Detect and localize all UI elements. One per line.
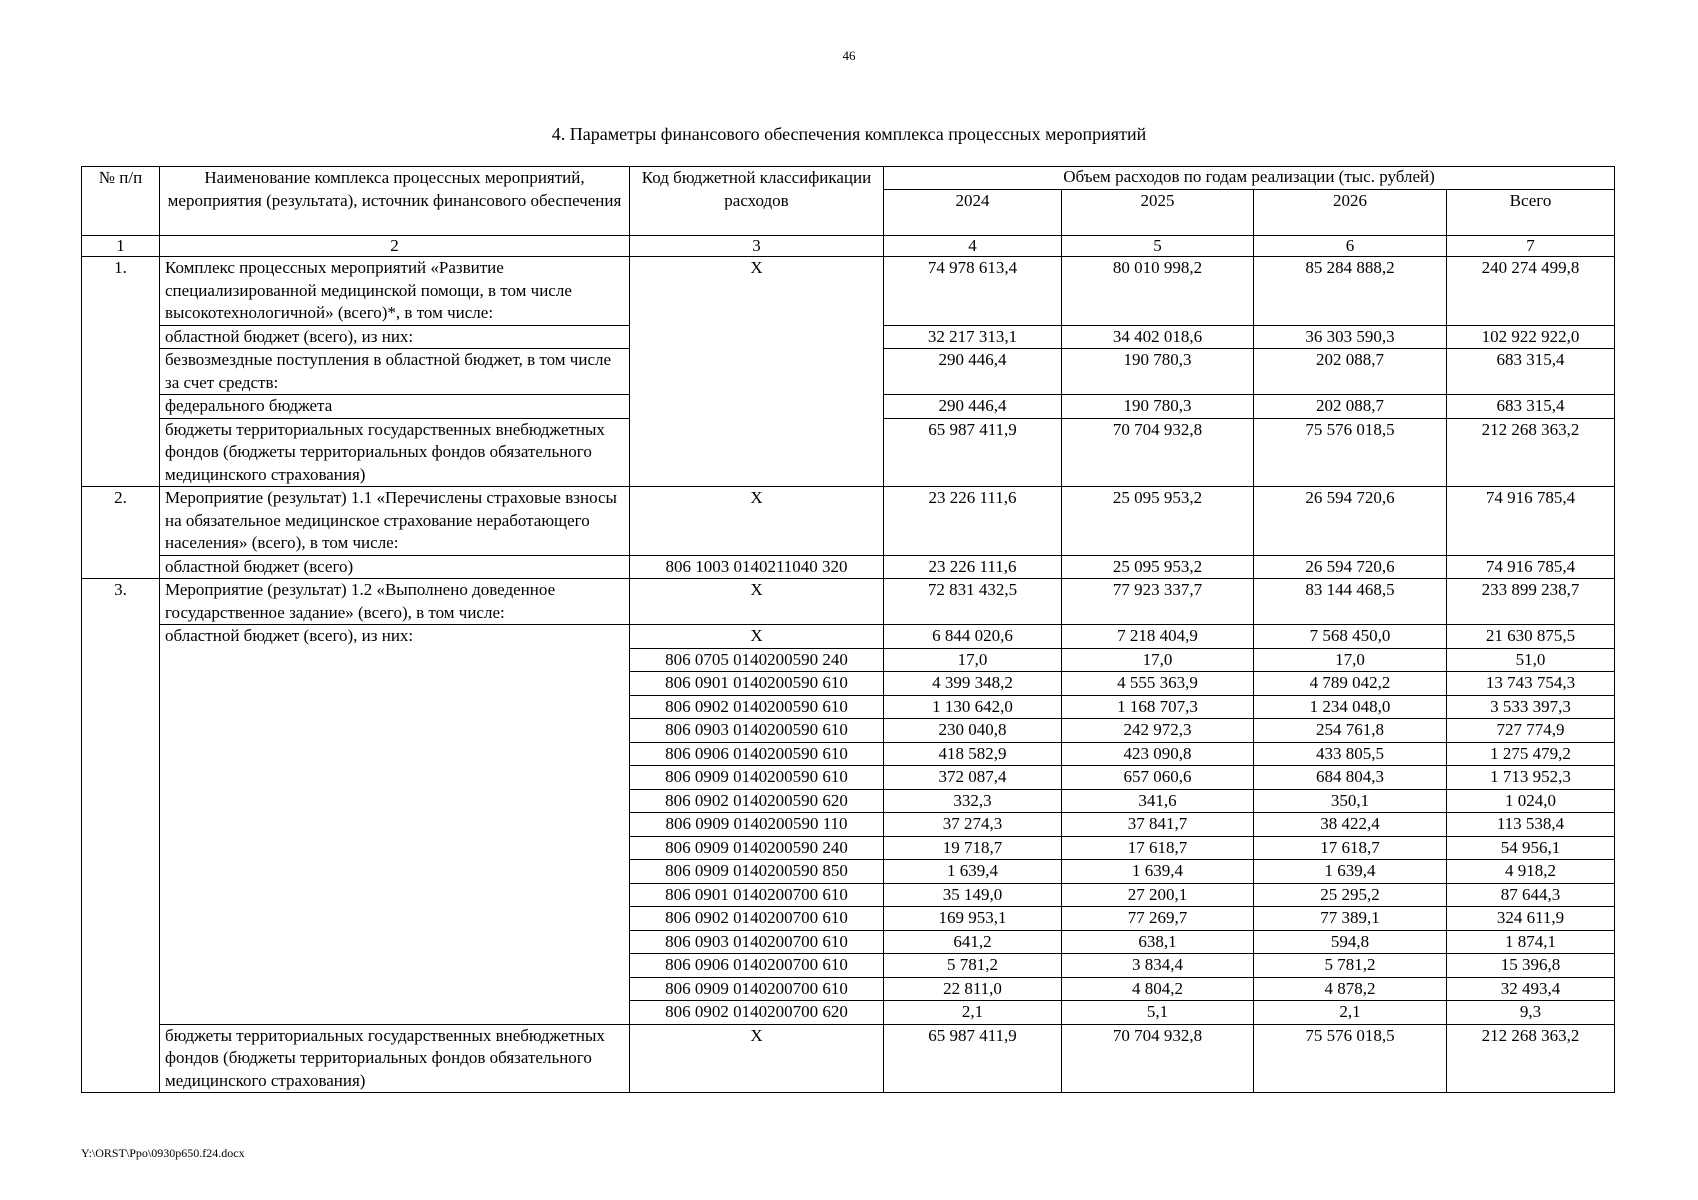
value-2025: 17,0 (1062, 648, 1254, 672)
value-total: 113 538,4 (1447, 813, 1615, 837)
value-2025: 4 555 363,9 (1062, 672, 1254, 696)
value-2026: 26 594 720,6 (1254, 487, 1447, 556)
value-2024: 290 446,4 (884, 395, 1062, 419)
budget-code: 806 0909 0140200590 610 (630, 766, 884, 790)
value-total: 1 713 952,3 (1447, 766, 1615, 790)
column-number: 2 (160, 236, 630, 257)
value-2026: 1 639,4 (1254, 860, 1447, 884)
row-number: 2. (82, 487, 160, 579)
value-total: 74 916 785,4 (1447, 555, 1615, 579)
value-2026: 4 878,2 (1254, 977, 1447, 1001)
row-name: федерального бюджета (160, 395, 630, 419)
header-year-2025: 2025 (1062, 190, 1254, 236)
value-2024: 23 226 111,6 (884, 555, 1062, 579)
table-row (82, 555, 1615, 579)
value-2024: 23 226 111,6 (884, 487, 1062, 556)
value-2024: 169 953,1 (884, 907, 1062, 931)
budget-code: 806 0906 0140200590 610 (630, 742, 884, 766)
value-total: 32 493,4 (1447, 977, 1615, 1001)
value-2026: 25 295,2 (1254, 883, 1447, 907)
value-total: 21 630 875,5 (1447, 625, 1615, 649)
value-2025: 638,1 (1062, 930, 1254, 954)
value-total: 233 899 238,7 (1447, 579, 1615, 625)
budget-code: 806 0902 0140200590 610 (630, 695, 884, 719)
value-2026: 38 422,4 (1254, 813, 1447, 837)
table-row (82, 487, 1615, 556)
value-total: 74 916 785,4 (1447, 487, 1615, 556)
value-2025: 25 095 953,2 (1062, 487, 1254, 556)
budget-code: Х (630, 625, 884, 649)
value-2025: 190 780,3 (1062, 349, 1254, 395)
value-2025: 4 804,2 (1062, 977, 1254, 1001)
value-total: 3 533 397,3 (1447, 695, 1615, 719)
value-2025: 242 972,3 (1062, 719, 1254, 743)
file-path-footer: Y:\ORST\Ppo\0930p650.f24.docx (81, 1146, 245, 1160)
value-2024: 72 831 432,5 (884, 579, 1062, 625)
value-total: 324 611,9 (1447, 907, 1615, 931)
value-total: 212 268 363,2 (1447, 1024, 1615, 1093)
value-2024: 37 274,3 (884, 813, 1062, 837)
budget-code: Х (630, 257, 884, 487)
value-2025: 3 834,4 (1062, 954, 1254, 978)
row-name: безвозмездные поступления в областной бюджет, в том числе за счет средств: (160, 349, 630, 395)
budget-code: Х (630, 1024, 884, 1093)
value-2024: 1 130 642,0 (884, 695, 1062, 719)
value-2026: 254 761,8 (1254, 719, 1447, 743)
value-2024: 65 987 411,9 (884, 1024, 1062, 1093)
value-2026: 17,0 (1254, 648, 1447, 672)
table-row (82, 257, 1615, 326)
column-numbers-row (82, 236, 1615, 257)
header-code: Код бюджетной классификации расходов (630, 167, 884, 236)
value-2026: 75 576 018,5 (1254, 1024, 1447, 1093)
value-2025: 27 200,1 (1062, 883, 1254, 907)
value-2025: 190 780,3 (1062, 395, 1254, 419)
value-total: 683 315,4 (1447, 395, 1615, 419)
value-2025: 77 269,7 (1062, 907, 1254, 931)
header-name: Наименование комплекса процессных мероприятий, мероприятия (результата), источник финансового обеспечения (160, 167, 630, 236)
value-2024: 65 987 411,9 (884, 418, 1062, 487)
value-total: 683 315,4 (1447, 349, 1615, 395)
budget-code: 806 0909 0140200590 850 (630, 860, 884, 884)
value-2026: 1 234 048,0 (1254, 695, 1447, 719)
value-2026: 85 284 888,2 (1254, 257, 1447, 326)
value-2024: 4 399 348,2 (884, 672, 1062, 696)
row-number: 3. (82, 579, 160, 1093)
value-total: 1 024,0 (1447, 789, 1615, 813)
value-2024: 19 718,7 (884, 836, 1062, 860)
value-2025: 77 923 337,7 (1062, 579, 1254, 625)
value-2026: 202 088,7 (1254, 395, 1447, 419)
row-name: бюджеты территориальных государственных внебюджетных фондов (бюджеты территориальных фондов обязательного медицинского страхования) (160, 1024, 630, 1093)
value-2024: 418 582,9 (884, 742, 1062, 766)
page-number: 46 (842, 48, 856, 63)
budget-code: 806 0902 0140200700 610 (630, 907, 884, 931)
row-name: областной бюджет (всего), из них: (160, 625, 630, 1025)
row-number: 1. (82, 257, 160, 487)
value-total: 1 874,1 (1447, 930, 1615, 954)
value-2025: 1 639,4 (1062, 860, 1254, 884)
budget-code: 806 0909 0140200590 240 (630, 836, 884, 860)
value-2024: 5 781,2 (884, 954, 1062, 978)
value-2025: 657 060,6 (1062, 766, 1254, 790)
value-total: 1 275 479,2 (1447, 742, 1615, 766)
budget-code: 806 0901 0140200590 610 (630, 672, 884, 696)
value-2025: 25 095 953,2 (1062, 555, 1254, 579)
row-name: областной бюджет (всего) (160, 555, 630, 579)
column-number: 6 (1254, 236, 1447, 257)
column-number: 3 (630, 236, 884, 257)
value-2026: 2,1 (1254, 1001, 1447, 1025)
value-2026: 83 144 468,5 (1254, 579, 1447, 625)
value-2025: 80 010 998,2 (1062, 257, 1254, 326)
row-name: Мероприятие (результат) 1.1 «Перечислены страховые взносы на обязательное медицинское страхование неработающего населения» (всего), в том числе: (160, 487, 630, 556)
header-num: № п/п (82, 167, 160, 236)
table-row (82, 625, 1615, 649)
table-row (82, 579, 1615, 625)
header-total: Всего (1447, 190, 1615, 236)
value-2026: 17 618,7 (1254, 836, 1447, 860)
value-total: 54 956,1 (1447, 836, 1615, 860)
value-2025: 5,1 (1062, 1001, 1254, 1025)
value-total: 51,0 (1447, 648, 1615, 672)
budget-code: 806 1003 0140211040 320 (630, 555, 884, 579)
budget-code: Х (630, 579, 884, 625)
value-2024: 35 149,0 (884, 883, 1062, 907)
value-2024: 6 844 020,6 (884, 625, 1062, 649)
value-2024: 17,0 (884, 648, 1062, 672)
value-2025: 70 704 932,8 (1062, 1024, 1254, 1093)
value-2026: 433 805,5 (1254, 742, 1447, 766)
document-title: 4. Параметры финансового обеспечения комплекса процессных мероприятий (551, 124, 1147, 144)
value-2026: 4 789 042,2 (1254, 672, 1447, 696)
budget-code: 806 0901 0140200700 610 (630, 883, 884, 907)
header-year-2024: 2024 (884, 190, 1062, 236)
value-2026: 36 303 590,3 (1254, 325, 1447, 349)
row-name: Мероприятие (результат) 1.2 «Выполнено доведенное государственное задание» (всего), в том числе: (160, 579, 630, 625)
value-total: 727 774,9 (1447, 719, 1615, 743)
column-number: 4 (884, 236, 1062, 257)
value-total: 102 922 922,0 (1447, 325, 1615, 349)
value-2025: 1 168 707,3 (1062, 695, 1254, 719)
row-name: бюджеты территориальных государственных внебюджетных фондов (бюджеты территориальных фондов обязательного медицинского страхования) (160, 418, 630, 487)
header-volume: Объем расходов по годам реализации (тыс. рублей) (884, 167, 1615, 190)
value-2025: 17 618,7 (1062, 836, 1254, 860)
budget-code: 806 0705 0140200590 240 (630, 648, 884, 672)
value-2025: 341,6 (1062, 789, 1254, 813)
value-2025: 37 841,7 (1062, 813, 1254, 837)
budget-code: 806 0902 0140200590 620 (630, 789, 884, 813)
value-2024: 641,2 (884, 930, 1062, 954)
column-number: 5 (1062, 236, 1254, 257)
value-2026: 5 781,2 (1254, 954, 1447, 978)
value-2026: 75 576 018,5 (1254, 418, 1447, 487)
value-2024: 74 978 613,4 (884, 257, 1062, 326)
value-2026: 684 804,3 (1254, 766, 1447, 790)
budget-code: 806 0906 0140200700 610 (630, 954, 884, 978)
value-2024: 290 446,4 (884, 349, 1062, 395)
budget-code: 806 0903 0140200700 610 (630, 930, 884, 954)
value-2025: 423 090,8 (1062, 742, 1254, 766)
value-2025: 70 704 932,8 (1062, 418, 1254, 487)
value-2024: 332,3 (884, 789, 1062, 813)
header-row (82, 167, 1615, 190)
value-total: 9,3 (1447, 1001, 1615, 1025)
value-total: 87 644,3 (1447, 883, 1615, 907)
budget-code: 806 0902 0140200700 620 (630, 1001, 884, 1025)
value-2024: 22 811,0 (884, 977, 1062, 1001)
value-2026: 202 088,7 (1254, 349, 1447, 395)
budget-code: Х (630, 487, 884, 556)
value-total: 15 396,8 (1447, 954, 1615, 978)
header-year-2026: 2026 (1254, 190, 1447, 236)
value-2026: 350,1 (1254, 789, 1447, 813)
value-2024: 2,1 (884, 1001, 1062, 1025)
column-number: 7 (1447, 236, 1615, 257)
value-total: 13 743 754,3 (1447, 672, 1615, 696)
value-2024: 32 217 313,1 (884, 325, 1062, 349)
value-2024: 372 087,4 (884, 766, 1062, 790)
value-2025: 34 402 018,6 (1062, 325, 1254, 349)
value-2024: 1 639,4 (884, 860, 1062, 884)
value-total: 212 268 363,2 (1447, 418, 1615, 487)
value-total: 240 274 499,8 (1447, 257, 1615, 326)
budget-code: 806 0903 0140200590 610 (630, 719, 884, 743)
budget-code: 806 0909 0140200700 610 (630, 977, 884, 1001)
value-total: 4 918,2 (1447, 860, 1615, 884)
financing-table (81, 166, 1615, 1093)
budget-code: 806 0909 0140200590 110 (630, 813, 884, 837)
table-row (82, 1024, 1615, 1093)
column-number: 1 (82, 236, 160, 257)
value-2026: 26 594 720,6 (1254, 555, 1447, 579)
row-name: Комплекс процессных мероприятий «Развитие специализированной медицинской помощи, в том числе высокотехнологичной» (всего)*, в том числе: (160, 257, 630, 326)
value-2025: 7 218 404,9 (1062, 625, 1254, 649)
value-2026: 77 389,1 (1254, 907, 1447, 931)
value-2026: 594,8 (1254, 930, 1447, 954)
row-name: областной бюджет (всего), из них: (160, 325, 630, 349)
value-2026: 7 568 450,0 (1254, 625, 1447, 649)
value-2024: 230 040,8 (884, 719, 1062, 743)
